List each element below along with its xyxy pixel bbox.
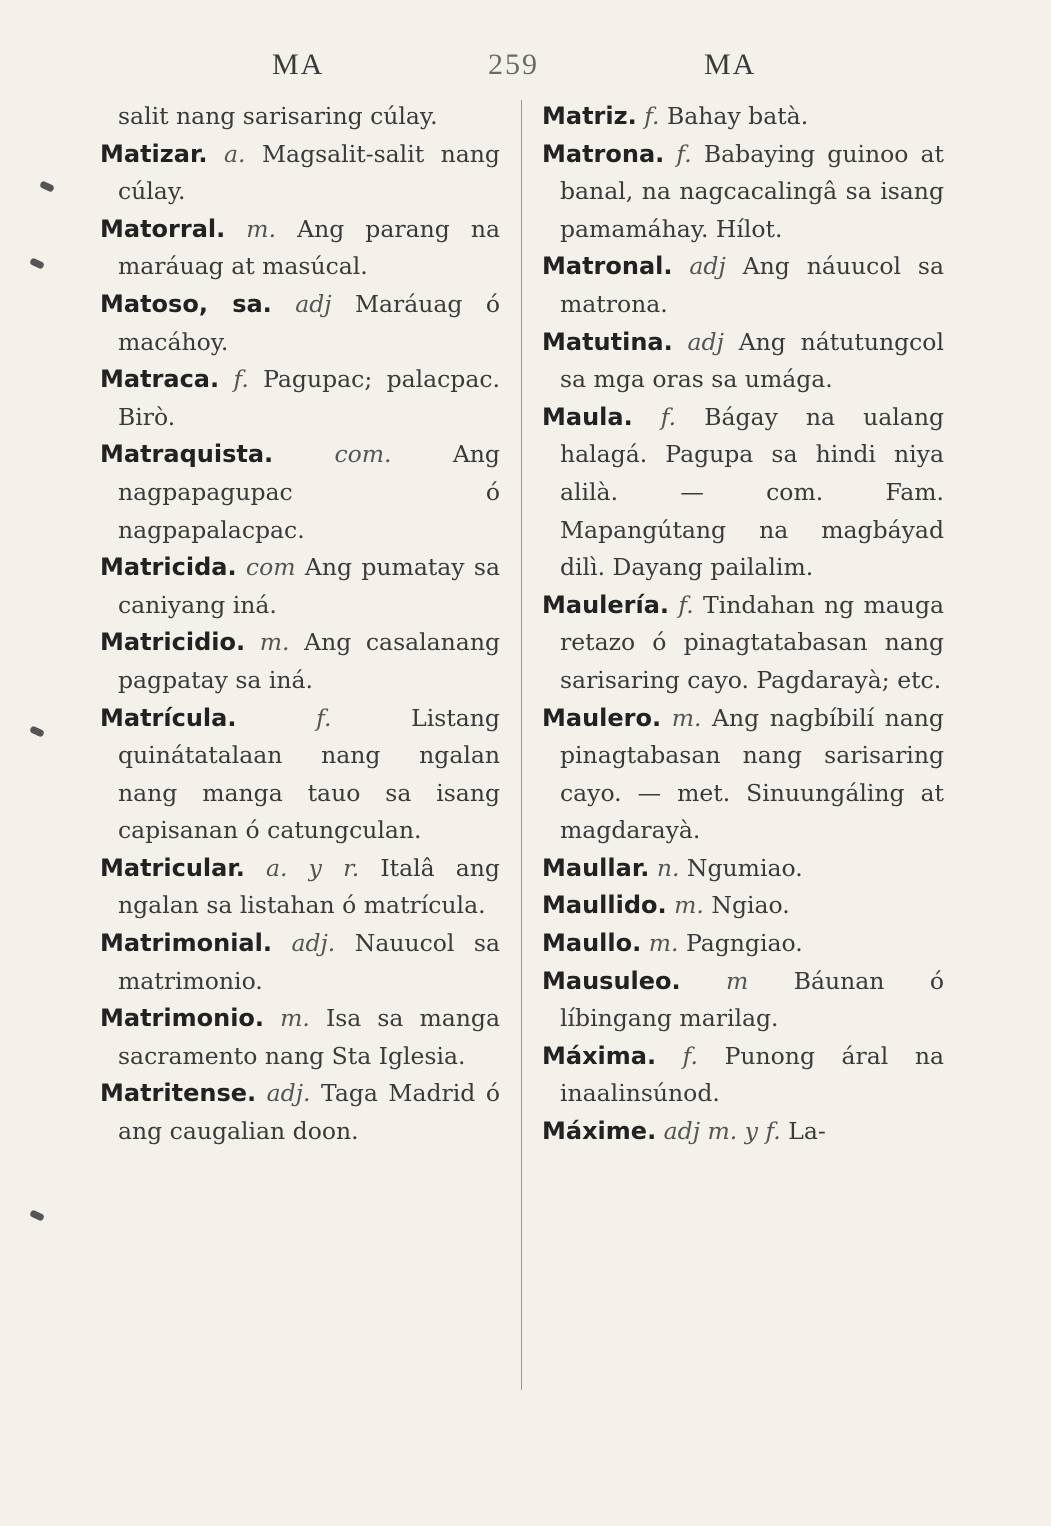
definition: Ang nagpapagupac ó nagpapalacpac. (118, 440, 500, 544)
margin-mark (29, 1209, 45, 1221)
dictionary-entry (100, 211, 500, 286)
headword: Matraca. (100, 365, 220, 394)
headword: Matutina. (542, 327, 673, 356)
definition: Bahay batà. (667, 102, 809, 130)
part-of-speech: f. (682, 1041, 699, 1070)
definition: Listang quinátatalaan nang ngalan nang manga tauo sa isang capisanan ó catungculan. (118, 703, 500, 845)
part-of-speech: f. (233, 365, 249, 394)
headword: Matronal. (542, 252, 673, 281)
continuation-text: salit nang sarisaring cúlay. (118, 102, 438, 130)
definition: Ngumiao. (686, 853, 803, 882)
definition: Ang nagbíbilí nang pinagtabasan nang sarisaring cayo. — met. Sinuungáling at magdarayà. (560, 703, 944, 845)
headword: Matricidio. (100, 628, 246, 657)
part-of-speech: n. (656, 853, 680, 882)
headword: Matrona. (542, 139, 665, 168)
dictionary-entry (100, 1075, 500, 1150)
part-of-speech: f. (660, 402, 677, 431)
dictionary-entry (542, 136, 944, 249)
headword: Máxime. (542, 1117, 657, 1146)
dictionary-entry (100, 925, 500, 1000)
dictionary-entry (542, 587, 944, 700)
part-of-speech: com. (334, 440, 392, 469)
definition: Nauucol sa matrimonio. (118, 929, 500, 995)
part-of-speech: m. (674, 891, 704, 920)
part-of-speech: com (245, 553, 296, 582)
definition: Ngiao. (711, 891, 790, 920)
definition: Isa sa manga sacramento nang Sta Iglesia. (118, 1004, 500, 1070)
dictionary-entry (100, 1000, 500, 1075)
definition: Ang náuucol sa matrona. (560, 252, 944, 318)
dictionary-entry (100, 136, 500, 211)
dictionary-entry (542, 98, 944, 136)
dictionary-entry (542, 1113, 944, 1151)
left-column (100, 98, 500, 1151)
dictionary-entry (100, 361, 500, 436)
definition: Babaying guinoo at banal, na nagcacalingâ sa isang pamamáhay. Hílot. (560, 139, 944, 243)
headword: Matrimonio. (100, 1004, 265, 1033)
dictionary-entry (100, 286, 500, 361)
dictionary-entry (542, 700, 944, 850)
column-divider (521, 100, 522, 1390)
definition: Italâ ang ngalan sa listahan ó matrícula. (118, 853, 500, 920)
definition: Maráuag ó macáhoy. (118, 289, 500, 356)
dictionary-entry (100, 850, 500, 925)
headword: Matriz. (542, 102, 637, 130)
headword: Matritense. (100, 1079, 257, 1108)
headword: Maullido. (542, 891, 667, 920)
part-of-speech: adj m. y f. (663, 1117, 781, 1146)
part-of-speech: f. (644, 102, 660, 130)
part-of-speech: f. (676, 139, 692, 168)
headword: Matoso, sa. (100, 289, 272, 318)
headword: Maulero. (542, 703, 662, 732)
part-of-speech: m. (671, 703, 702, 732)
right-column (542, 98, 944, 1151)
dictionary-entry (542, 324, 944, 399)
headword: Matorral. (100, 214, 226, 243)
headword: Maula. (542, 402, 633, 431)
definition: Ang nátutungcol sa mga oras sa umága. (560, 327, 944, 394)
part-of-speech: a. y r. (266, 853, 360, 882)
headword: Maullar. (542, 853, 650, 882)
dictionary-entry (542, 887, 944, 925)
part-of-speech: adj. (291, 929, 336, 958)
margin-mark (29, 257, 45, 269)
definition: Pagupac; palacpac. Birò. (118, 365, 500, 431)
part-of-speech: m. (246, 214, 277, 243)
dictionary-entry (100, 624, 500, 699)
dictionary-entry (542, 925, 944, 963)
headword: Matricida. (100, 553, 237, 582)
definition: Taga Madrid ó ang caugalian doon. (118, 1079, 500, 1146)
definition: Ang casalanang pagpatay sa iná. (118, 628, 500, 694)
headword: Matricular. (100, 853, 245, 882)
definition: Ang pumatay sa caniyang iná. (118, 553, 500, 619)
headword: Matrícula. (100, 703, 237, 732)
part-of-speech: adj (689, 252, 726, 281)
definition: Magsalit-salit nang cúlay. (118, 139, 500, 206)
header-right-guide-word: MA (704, 48, 757, 81)
dictionary-entry (542, 963, 944, 1038)
headword: Maulería. (542, 590, 670, 619)
dictionary-entry (100, 700, 500, 850)
dictionary-entry (542, 850, 944, 888)
margin-mark (39, 180, 55, 192)
definition: Báunan ó líbingang marilag. (560, 966, 944, 1033)
definition: La- (788, 1117, 826, 1146)
part-of-speech: f. (678, 590, 694, 619)
part-of-speech: adj (295, 289, 332, 318)
page-header (0, 48, 1051, 92)
part-of-speech: m. (648, 929, 679, 958)
headword: Maullo. (542, 929, 642, 958)
margin-mark (29, 725, 45, 737)
part-of-speech: a. (224, 139, 246, 168)
headword: Matizar. (100, 139, 208, 168)
header-left-guide-word: MA (272, 48, 325, 81)
part-of-speech: m (726, 966, 749, 995)
dictionary-entry (100, 436, 500, 549)
definition: Ang parang na maráuag at masúcal. (118, 214, 500, 281)
definition: Bágay na ualang halagá. Pagupa sa hindi niya alilà. — com. Fam. Mapangútang na magbáyad dilì. Dayang pailalim. (560, 402, 944, 582)
headword: Mausuleo. (542, 966, 681, 995)
headword: Matraquista. (100, 440, 274, 469)
part-of-speech: m. (280, 1004, 310, 1033)
dictionary-entry (542, 399, 944, 587)
right-entries (542, 98, 944, 1151)
definition: Tindahan ng mauga retazo ó pinagtatabasan nang sarisaring cayo. Pagdarayà; etc. (560, 590, 944, 694)
part-of-speech: adj. (266, 1079, 311, 1108)
headword: Matrimonial. (100, 929, 272, 958)
part-of-speech: m. (259, 628, 290, 657)
left-entries (100, 136, 500, 1151)
definition: Punong áral na inaalinsúnod. (560, 1041, 944, 1108)
dictionary-entry (100, 549, 500, 624)
dictionary-entry (542, 1038, 944, 1113)
part-of-speech: f. (316, 703, 332, 732)
definition: Pagngiao. (685, 929, 803, 958)
dictionary-entry (542, 248, 944, 323)
headword: Máxima. (542, 1041, 657, 1070)
part-of-speech: adj (687, 327, 724, 356)
page-number: 259 (488, 48, 539, 81)
